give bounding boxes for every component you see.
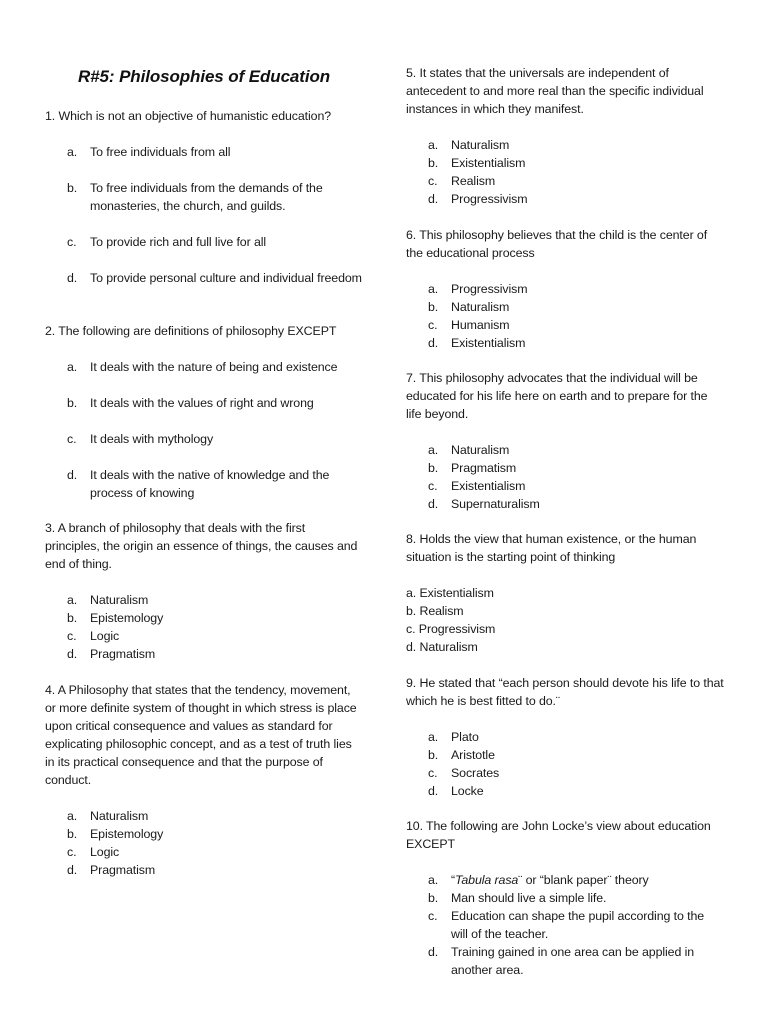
option-item — [406, 728, 724, 746]
options-list — [406, 871, 724, 979]
option-item — [406, 154, 724, 172]
question-3 — [45, 519, 363, 663]
option-text: Plato — [451, 730, 479, 744]
question-text: 3. A branch of philosophy that deals with the first principles, the origin an essence of things, the causes and end of thing. — [45, 521, 358, 571]
option-text: Naturalism — [451, 300, 510, 314]
option-letter: b. — [67, 611, 78, 625]
option-item — [406, 620, 724, 638]
option-text: Naturalism — [451, 443, 510, 457]
option-text: Pragmatism — [451, 461, 517, 475]
option-letter: c. — [67, 845, 77, 859]
option-letter: a. — [428, 138, 439, 152]
question-text: 4. A Philosophy that states that the tendency, movement, or more definite system of thought in which stress is place upon critical consequence and values as standard for explicating philosophic concept, and as a test of truth lies in its practical consequence and that the purpose of conduct. — [45, 683, 357, 787]
option-item — [45, 627, 363, 645]
option-item — [406, 459, 724, 477]
option-text: To free individuals from the demands of the monasteries, the church, and guilds. — [90, 181, 323, 213]
option-item — [45, 609, 363, 627]
option-text: Epistemology — [90, 827, 164, 841]
option-item — [45, 394, 363, 412]
option-letter: c. — [67, 629, 77, 643]
option-item — [45, 825, 363, 843]
option-item — [45, 143, 363, 161]
option-text: Socrates — [451, 766, 500, 780]
option-item — [406, 764, 724, 782]
option-letter: a. — [67, 145, 78, 159]
question-text: 6. This philosophy believes that the child is the center of the educational process — [406, 228, 708, 260]
option-item — [406, 907, 724, 943]
option-text: Aristotle — [451, 748, 495, 762]
option-text: c. Progressivism — [406, 622, 496, 636]
option-letter: a. — [428, 730, 439, 744]
option-letter: d. — [67, 468, 78, 482]
option-text: Training gained in one area can be applied in another area. — [451, 945, 695, 977]
option-item — [45, 861, 363, 879]
option-item — [45, 233, 363, 251]
option-item — [406, 889, 724, 907]
option-text: Naturalism — [90, 809, 149, 823]
option-item — [406, 782, 724, 800]
option-text: Pragmatism — [90, 647, 156, 661]
option-item — [406, 334, 724, 352]
option-text: Pragmatism — [90, 863, 156, 877]
question-text: 9. He stated that “each person should devote his life to that which he is best fitted to do.¨ — [406, 676, 724, 708]
option-letter: c. — [428, 479, 438, 493]
option-letter: a. — [67, 809, 78, 823]
page-title: R#5: Philosophies of Education — [78, 67, 331, 86]
options-list — [406, 584, 724, 656]
options-list — [406, 441, 724, 513]
option-letter: d. — [67, 271, 78, 285]
option-letter: c. — [428, 766, 438, 780]
option-italic-term: Tabula rasa — [455, 873, 519, 887]
option-text: Progressivism — [451, 282, 528, 296]
question-5 — [406, 64, 724, 208]
option-letter: d. — [428, 192, 439, 206]
question-text: 10. The following are John Locke’s view about education EXCEPT — [406, 819, 711, 851]
option-text: d. Naturalism — [406, 640, 478, 654]
option-text: It deals with mythology — [90, 432, 214, 446]
option-letter: d. — [428, 336, 439, 350]
option-text: Locke — [451, 784, 484, 798]
option-letter: b. — [67, 827, 78, 841]
option-letter: a. — [428, 873, 439, 887]
option-text: Existentialism — [451, 479, 526, 493]
option-item — [406, 477, 724, 495]
option-letter: c. — [428, 909, 438, 923]
option-item — [45, 645, 363, 663]
option-text: Existentialism — [451, 336, 526, 350]
option-item — [406, 602, 724, 620]
option-letter: b. — [67, 181, 78, 195]
option-letter: b. — [428, 300, 439, 314]
question-text: 1. Which is not an objective of humanistic education? — [45, 109, 332, 123]
option-text: Logic — [90, 845, 120, 859]
option-text: Education can shape the pupil according to the will of the teacher. — [451, 909, 705, 941]
option-text: To free individuals from all — [90, 145, 231, 159]
option-text: Supernaturalism — [451, 497, 540, 511]
option-text: Humanism — [451, 318, 510, 332]
option-item — [406, 280, 724, 298]
option-item — [45, 466, 363, 502]
question-9 — [406, 674, 724, 800]
options-list — [45, 591, 363, 663]
option-text: Naturalism — [451, 138, 510, 152]
option-letter: d. — [428, 945, 439, 959]
option-text: Logic — [90, 629, 120, 643]
option-letter: a. — [67, 593, 78, 607]
option-item — [406, 190, 724, 208]
option-text: b. Realism — [406, 604, 464, 618]
option-item — [406, 172, 724, 190]
option-item — [45, 430, 363, 448]
option-text: Epistemology — [90, 611, 164, 625]
option-letter: c. — [428, 318, 438, 332]
question-text: 7. This philosophy advocates that the individual will be educated for his life here on earth and to prepare for the life beyond. — [406, 371, 708, 421]
option-letter: b. — [428, 461, 439, 475]
option-item — [406, 871, 724, 889]
question-text: 5. It states that the universals are independent of antecedent to and more real than the specific individual instances in which they manifest. — [406, 66, 704, 116]
option-letter: a. — [428, 282, 439, 296]
option-letter: b. — [428, 748, 439, 762]
option-item — [406, 136, 724, 154]
options-list — [406, 136, 724, 208]
option-letter: c. — [428, 174, 438, 188]
option-letter: a. — [67, 360, 78, 374]
question-10 — [406, 817, 724, 979]
option-text: Realism — [451, 174, 496, 188]
option-item — [406, 441, 724, 459]
question-8 — [406, 530, 724, 656]
options-list — [45, 807, 363, 879]
option-text: Existentialism — [451, 156, 526, 170]
option-item — [45, 179, 363, 215]
option-letter: d. — [67, 647, 78, 661]
option-text: a. Existentialism — [406, 586, 494, 600]
options-list — [45, 143, 363, 287]
option-item — [45, 843, 363, 861]
question-1 — [45, 107, 363, 287]
option-item — [45, 591, 363, 609]
option-letter: d. — [428, 497, 439, 511]
question-2 — [45, 322, 363, 502]
options-list — [406, 280, 724, 352]
option-letter: b. — [67, 396, 78, 410]
option-text: To provide rich and full live for all — [90, 235, 267, 249]
option-open-quote: “ — [451, 873, 456, 887]
question-4 — [45, 681, 363, 879]
option-text: ¨ or “blank paper¨ theory — [518, 873, 649, 887]
question-7 — [406, 369, 724, 513]
options-list — [45, 358, 363, 502]
option-item — [45, 358, 363, 376]
option-text: It deals with the values of right and wrong — [90, 396, 314, 410]
question-text: 8. Holds the view that human existence, or the human situation is the starting point of thinking — [406, 532, 697, 564]
option-text: It deals with the native of knowledge and the process of knowing — [90, 468, 330, 500]
option-letter: c. — [67, 235, 77, 249]
options-list — [406, 728, 724, 800]
option-item — [45, 807, 363, 825]
option-item — [406, 584, 724, 602]
option-item — [406, 943, 724, 979]
option-text: Man should live a simple life. — [451, 891, 607, 905]
option-text: Progressivism — [451, 192, 528, 206]
option-text: It deals with the nature of being and existence — [90, 360, 338, 374]
option-item — [406, 495, 724, 513]
option-letter: d. — [67, 863, 78, 877]
option-letter: a. — [428, 443, 439, 457]
option-item — [406, 298, 724, 316]
option-item — [406, 746, 724, 764]
option-text: To provide personal culture and individual freedom — [90, 271, 362, 285]
option-item — [406, 638, 724, 656]
question-text: 2. The following are definitions of philosophy EXCEPT — [45, 324, 337, 338]
option-letter: b. — [428, 156, 439, 170]
question-6 — [406, 226, 724, 352]
option-text: Naturalism — [90, 593, 149, 607]
option-letter: d. — [428, 784, 439, 798]
option-letter: b. — [428, 891, 439, 905]
option-letter: c. — [67, 432, 77, 446]
option-item — [406, 316, 724, 334]
option-item — [45, 269, 363, 287]
